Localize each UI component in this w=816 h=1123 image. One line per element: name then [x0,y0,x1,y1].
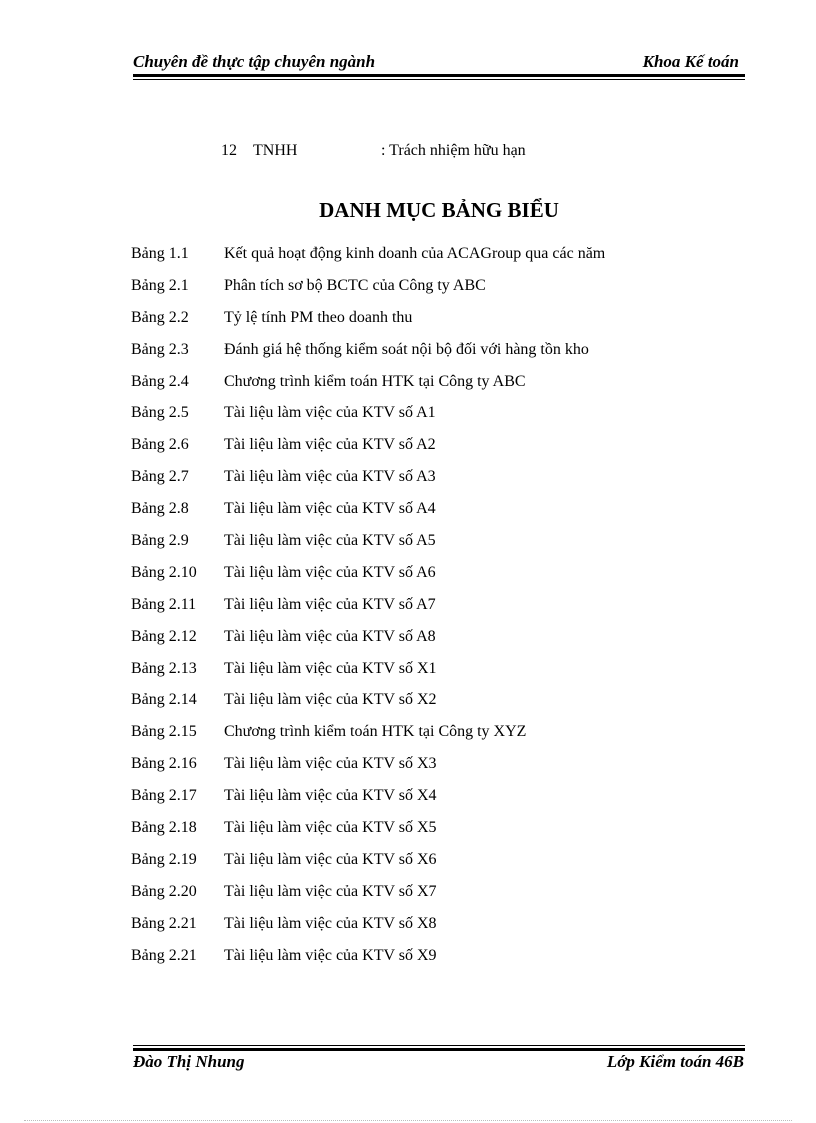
table-list-item [131,787,731,819]
table-title: Tài liệu làm việc của KTV số X8 [224,914,437,932]
table-list-item [131,915,731,947]
table-number: Bảng 2.5 [131,404,189,422]
table-title: Tài liệu làm việc của KTV số X4 [224,787,437,805]
page-edge-divider [24,1120,792,1121]
table-number: Bảng 2.2 [131,308,189,326]
table-number: Bảng 2.17 [131,787,197,805]
table-number: Bảng 2.20 [131,882,197,900]
table-list-item [131,947,731,979]
footer-rule-thin [133,1045,745,1046]
table-number: Bảng 2.19 [131,850,197,868]
table-list-item [131,500,731,532]
header-rule-thick [133,74,745,77]
table-title: Tài liệu làm việc của KTV số X1 [224,659,437,677]
table-number: Bảng 2.18 [131,819,197,837]
table-title: Tài liệu làm việc của KTV số X2 [224,691,437,709]
table-title: Chương trình kiểm toán HTK tại Công ty XYZ [224,723,527,741]
table-number: Bảng 2.6 [131,436,189,454]
footer-author: Đào Thị Nhung [133,1052,245,1071]
table-number: Bảng 2.9 [131,532,189,550]
table-number: Bảng 2.1 [131,276,189,294]
section-title: DANH MỤC BẢNG BIỂU [319,198,559,222]
table-list-item [131,245,731,277]
table-title: Tài liệu làm việc của KTV số X5 [224,819,437,837]
table-number: Bảng 2.12 [131,627,197,645]
table-title: Tài liệu làm việc của KTV số A6 [224,563,436,581]
table-title: Chương trình kiểm toán HTK tại Công ty ABC [224,372,526,390]
abbreviation-meaning: : Trách nhiệm hữu hạn [381,142,526,159]
table-title: Tài liệu làm việc của KTV số A1 [224,404,436,422]
table-list-item [131,341,731,373]
table-list-item [131,755,731,787]
table-title: Phân tích sơ bộ BCTC của Công ty ABC [224,276,486,294]
table-list-item [131,660,731,692]
table-number: Bảng 2.3 [131,340,189,358]
header-left-text: Chuyên đề thực tập chuyên ngành [133,52,376,71]
header-rule-thin [133,79,745,80]
table-number: Bảng 2.8 [131,500,189,518]
table-list-item [131,628,731,660]
table-number: Bảng 2.10 [131,563,197,581]
table-list-item [131,883,731,915]
table-number: Bảng 2.15 [131,723,197,741]
table-list-item [131,596,731,628]
table-title: Tài liệu làm việc của KTV số X3 [224,755,437,773]
table-title: Tài liệu làm việc của KTV số A2 [224,436,436,454]
table-title: Đánh giá hệ thống kiểm soát nội bộ đối với hàng tồn kho [224,340,589,358]
table-list-item [131,691,731,723]
table-title: Tài liệu làm việc của KTV số A5 [224,532,436,550]
table-list-item [131,532,731,564]
table-title: Tài liệu làm việc của KTV số A3 [224,468,436,486]
table-number: Bảng 2.4 [131,372,189,390]
table-list-item [131,468,731,500]
table-list-item [131,373,731,405]
table-number: Bảng 2.21 [131,946,197,964]
footer-rule-thick [133,1048,745,1051]
table-list-item [131,277,731,309]
table-title: Tài liệu làm việc của KTV số A7 [224,595,436,613]
page-header [133,50,745,76]
table-number: Bảng 1.1 [131,245,189,262]
table-list-item [131,723,731,755]
table-list-item [131,564,731,596]
footer-class: Lớp Kiểm toán 46B [606,1052,744,1071]
table-number: Bảng 2.16 [131,755,197,773]
table-list-item [131,819,731,851]
table-number: Bảng 2.13 [131,659,197,677]
table-number: Bảng 2.11 [131,595,197,613]
table-title: Tài liệu làm việc của KTV số X6 [224,850,437,868]
table-number: Bảng 2.14 [131,691,197,709]
table-title: Kết quả hoạt động kinh doanh của ACAGroup qua các năm [224,245,606,262]
table-title: Tài liệu làm việc của KTV số X7 [224,882,437,900]
table-title: Tỷ lệ tính PM theo doanh thu [224,308,413,326]
table-title: Tài liệu làm việc của KTV số A4 [224,500,436,518]
table-title: Tài liệu làm việc của KTV số X9 [224,946,437,964]
table-list-item [131,851,731,883]
table-list [131,245,731,978]
table-number: Bảng 2.7 [131,468,189,486]
table-list-item [131,404,731,436]
abbreviation-number: 12 [221,142,237,159]
header-right-text: Khoa Kế toán [642,52,739,71]
table-title: Tài liệu làm việc của KTV số A8 [224,627,436,645]
table-list-item [131,309,731,341]
table-number: Bảng 2.21 [131,914,197,932]
table-list-item [131,436,731,468]
abbreviation-term: TNHH [253,142,298,159]
